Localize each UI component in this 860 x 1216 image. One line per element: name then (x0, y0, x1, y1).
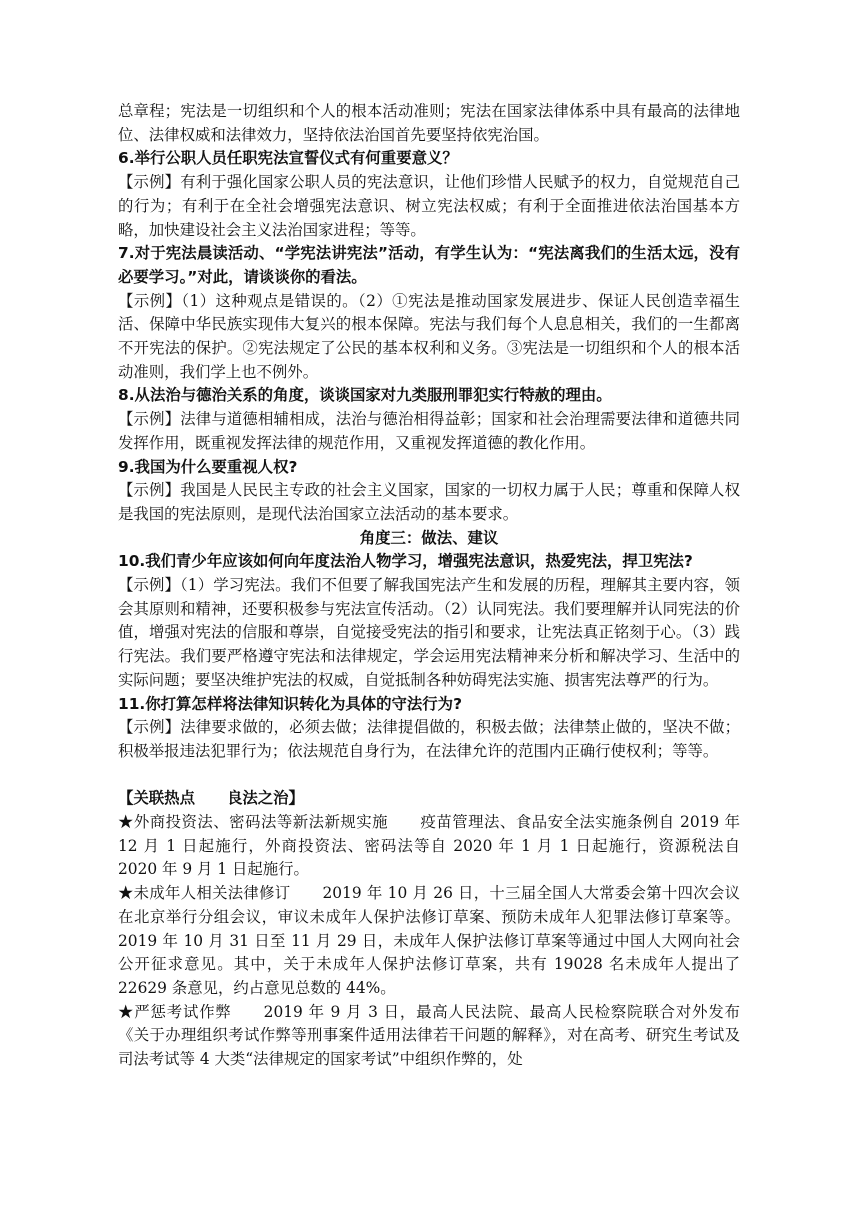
document-page (118, 100, 740, 1072)
news-item: ★外商投资法、密码法等新法新规实施 疫苗管理法、食品安全法实施条例自 2019 年 12 月 1 日起施行，外商投资法、密码法等自 2020 年 1 月 1 日起施行，资源税法自 2020 年 9 月 1 日起施行。 (118, 813, 740, 879)
hot-topic-heading: 【关联热点 良法之治】 (118, 789, 304, 808)
question-10: 10.我们青少年应该如何向年度法治人物学习，增强宪法意识，热爱宪法，捍卫宪法? (118, 552, 693, 571)
example-label: 【示例】 (118, 576, 180, 595)
answer-9: 【示例】我国是人民民主专政的社会主义国家，国家的一切权力属于人民；尊重和保障人权是我国的宪法原则，是现代法治国家立法活动的基本要求。 (118, 481, 740, 523)
answer-6: 【示例】有利于强化国家公职人员的宪法意识，让他们珍惜人民赋予的权力，自觉规范自己的行为；有利于在全社会增强宪法意识、树立宪法权威；有利于全面推进依法治国基本方略，加快建设社会主义法治国家进程；等等。 (118, 173, 740, 239)
news-item: ★严惩考试作弊 2019 年 9 月 3 日，最高人民法院、最高人民检察院联合对外发布《关于办理组织考试作弊等刑事案件适用法律若干问题的解释》，对在高考、研究生考试及司法考试等 4 大类“法律规定的国家考试”中组织作弊的，处 (118, 1002, 740, 1069)
answer-8: 【示例】法律与道德相辅相成，法治与德治相得益彰；国家和社会治理需要法律和道德共同发挥作用，既重视发挥法律的规范作用，又重视发挥道德的教化作用。 (118, 410, 740, 452)
example-label: 【示例】 (118, 718, 181, 737)
blank-line (118, 764, 740, 788)
example-label: 【示例】 (118, 291, 182, 310)
question-9: 9.我国为什么要重视人权? (118, 457, 298, 476)
section-heading: 角度三：做法、建议 (359, 528, 499, 547)
answer-11: 【示例】法律要求做的，必须去做；法律提倡做的，积极去做；法律禁止做的，坚决不做；积极举报违法犯罪行为；依法规范自身行为，在法律允许的范围内正确行使权利；等等。 (118, 718, 740, 760)
example-label: 【示例】 (118, 481, 181, 500)
intro-paragraph: 总章程；宪法是一切组织和个人的根本活动准则；宪法在国家法律体系中具有最高的法律地位、法律权威和法律效力，坚持依法治国首先要坚持依宪治国。 (118, 102, 740, 144)
example-label: 【示例】 (118, 173, 181, 192)
answer-7: 【示例】（1）这种观点是错误的。（2）①宪法是推动国家发展进步、保证人民创造幸福生活、保障中华民族实现伟大复兴的根本保障。宪法与我们每个人息息相关，我们的一生都离不开宪法的保护。②宪法规定了公民的基本权利和义务。③宪法是一切组织和个人的根本活动准则，我们学上也不例外。 (118, 291, 740, 381)
question-7: 7.对于宪法晨读活动、“学宪法讲宪法”活动，有学生认为：“宪法离我们的生活太远，没有必要学习。”对此，请谈谈你的看法。 (118, 244, 740, 286)
answer-10: 【示例】（1）学习宪法。我们不但要了解我国宪法产生和发展的历程，理解其主要内容，领会其原则和精神，还要积极参与宪法宣传活动。（2）认同宪法。我们要理解并认同宪法的价值，增强对宪法的信服和尊崇，自觉接受宪法的指引和要求，让宪法真正铭刻于心。（3）践行宪法。我们要严格遵守宪法和法律规定，学会运用宪法精神来分析和解决学习、生活中的实际问题；要坚决维护宪法的权威，自觉抵制各种妨碍宪法实施、损害宪法尊严的行为。 (118, 576, 740, 689)
news-item: ★未成年人相关法律修订 2019 年 10 月 26 日，十三届全国人大常委会第十四次会议在北京举行分组会议，审议未成年人保护法修订草案、预防未成年人犯罪法修订草案等。2019 年 10 月 31 日至 11 月 29 日，未成年人保护法修订草案等通过中国人大网向社会公开征求意见。其中，关于未成年人保护法修订草案，共有 19028 名未成年人提出了 22629 条意见，约占意见总数的 44%。 (118, 884, 740, 997)
question-8: 8.从法治与德治关系的角度，谈谈国家对九类服刑罪犯实行特赦的理由。 (118, 386, 612, 405)
question-11: 11.你打算怎样将法律知识转化为具体的守法行为? (118, 694, 463, 713)
example-label: 【示例】 (118, 410, 181, 429)
question-6: 6.举行公职人员任职宪法宣誓仪式有何重要意义？ (118, 149, 458, 168)
